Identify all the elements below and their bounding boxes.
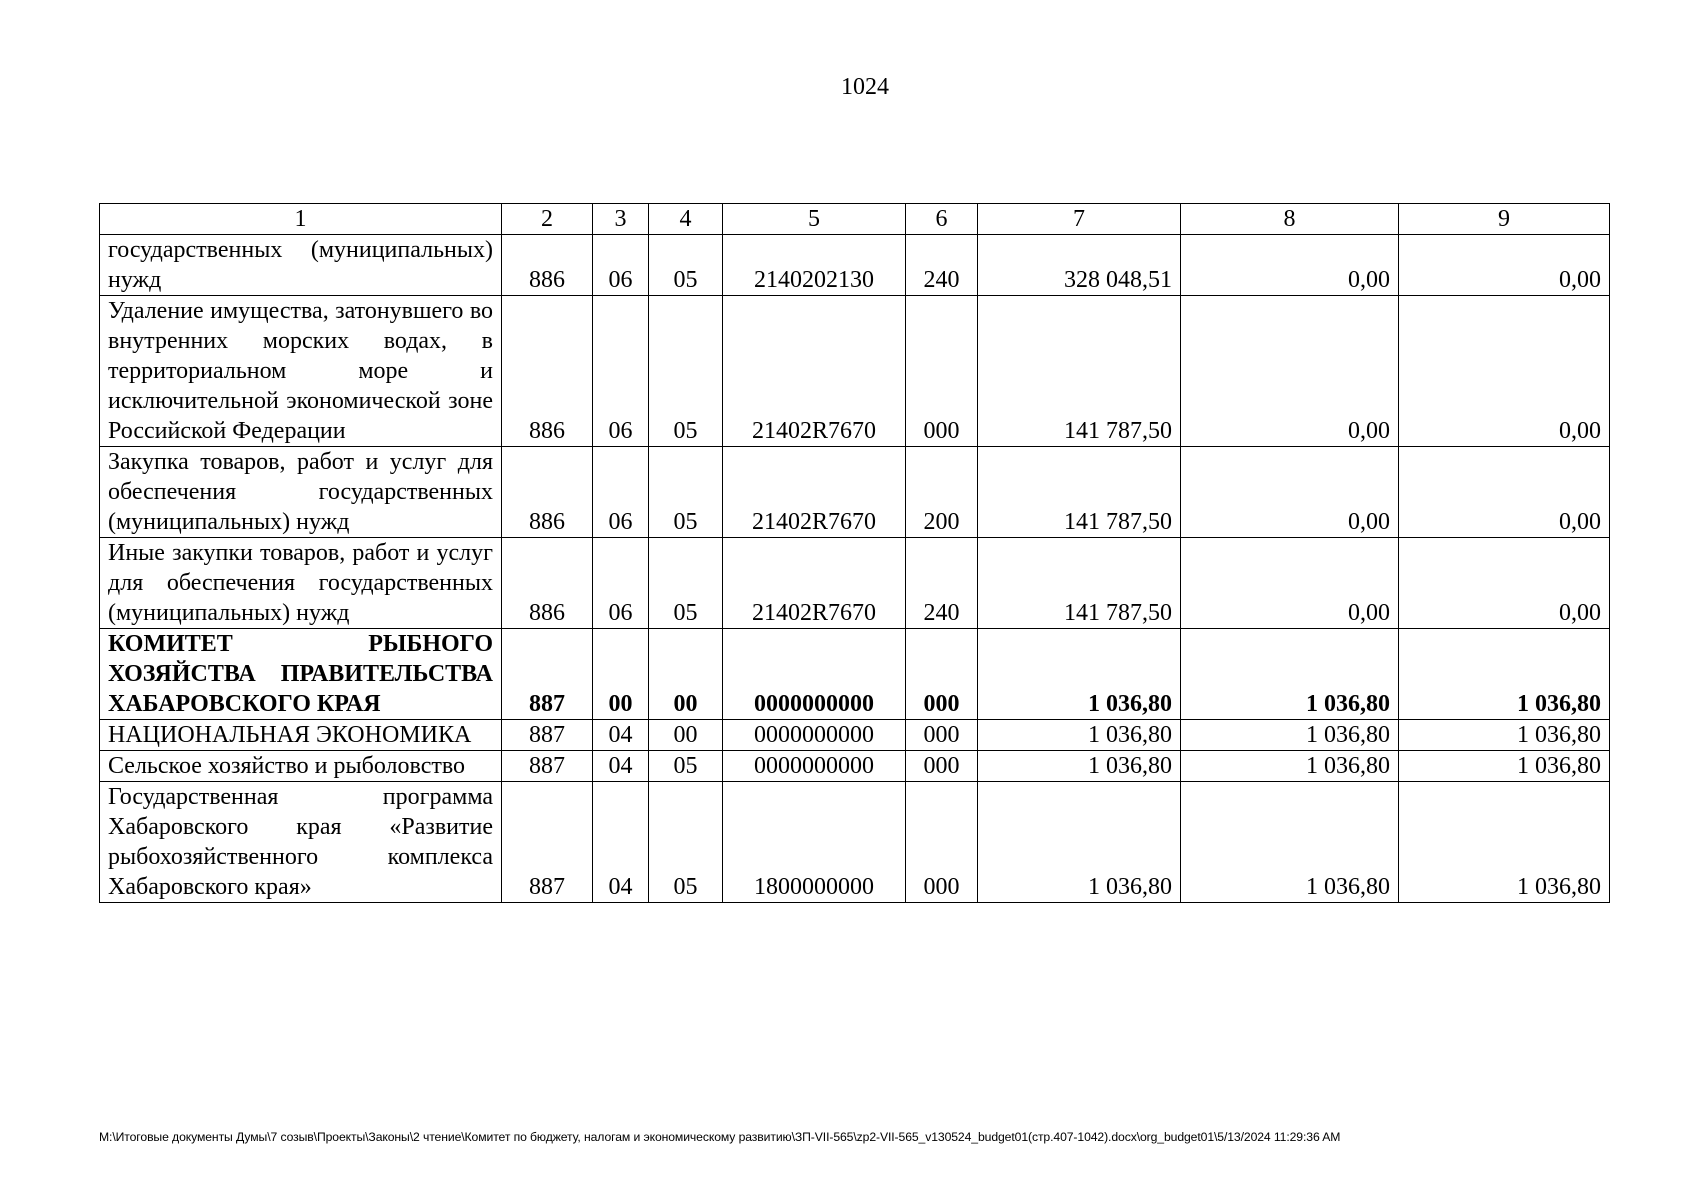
expense-type-cell: 000 bbox=[906, 629, 978, 720]
expense-type-cell: 000 bbox=[906, 720, 978, 751]
subsection-cell: 05 bbox=[649, 538, 723, 629]
admin-code-cell: 886 bbox=[502, 235, 593, 296]
table-row bbox=[100, 538, 1610, 629]
admin-code-cell: 886 bbox=[502, 447, 593, 538]
target-article-cell: 0000000000 bbox=[723, 720, 906, 751]
admin-code-cell: 887 bbox=[502, 720, 593, 751]
amount-cell-9: 1 036,80 bbox=[1399, 751, 1610, 782]
amount-cell-8: 0,00 bbox=[1181, 296, 1399, 447]
row-name-cell: НАЦИОНАЛЬНАЯ ЭКОНОМИКА bbox=[100, 720, 502, 751]
target-article-cell: 21402R7670 bbox=[723, 447, 906, 538]
subsection-cell: 05 bbox=[649, 235, 723, 296]
section-cell: 04 bbox=[593, 751, 649, 782]
amount-cell-7: 1 036,80 bbox=[978, 629, 1181, 720]
subsection-cell: 05 bbox=[649, 296, 723, 447]
target-article-cell: 0000000000 bbox=[723, 629, 906, 720]
expense-type-cell: 000 bbox=[906, 296, 978, 447]
subsection-cell: 05 bbox=[649, 751, 723, 782]
amount-cell-8: 1 036,80 bbox=[1181, 751, 1399, 782]
admin-code-cell: 886 bbox=[502, 538, 593, 629]
admin-code-cell: 887 bbox=[502, 629, 593, 720]
expense-type-cell: 200 bbox=[906, 447, 978, 538]
amount-cell-9: 1 036,80 bbox=[1399, 629, 1610, 720]
expense-type-cell: 000 bbox=[906, 751, 978, 782]
amount-cell-9: 0,00 bbox=[1399, 296, 1610, 447]
subsection-cell: 00 bbox=[649, 629, 723, 720]
table-row bbox=[100, 782, 1610, 903]
expense-type-cell: 000 bbox=[906, 782, 978, 903]
budget-table bbox=[99, 203, 1610, 903]
amount-cell-7: 1 036,80 bbox=[978, 782, 1181, 903]
target-article-cell: 2140202130 bbox=[723, 235, 906, 296]
row-name-cell: Закупка товаров, работ и услуг для обеспечения государственных (муниципальных) нужд bbox=[100, 447, 502, 538]
row-name-cell: Сельское хозяйство и рыболовство bbox=[100, 751, 502, 782]
table-header-row bbox=[100, 204, 1610, 235]
subsection-cell: 05 bbox=[649, 447, 723, 538]
amount-cell-9: 0,00 bbox=[1399, 447, 1610, 538]
column-header-4: 4 bbox=[649, 204, 723, 235]
amount-cell-8: 0,00 bbox=[1181, 235, 1399, 296]
target-article-cell: 21402R7670 bbox=[723, 296, 906, 447]
column-header-7: 7 bbox=[978, 204, 1181, 235]
document-file-path: M:\Итоговые документы Думы\7 созыв\Проекты\Законы\2 чтение\Комитет по бюджету, налогам и экономическому развитию\ЗП-VII-565\zp2-VII-565_v130524_budget01(стр.407-1042).docx\org_budget01\5/13/2024 11:29:36 AM bbox=[99, 1130, 1341, 1144]
expense-type-cell: 240 bbox=[906, 538, 978, 629]
amount-cell-7: 1 036,80 bbox=[978, 751, 1181, 782]
column-header-2: 2 bbox=[502, 204, 593, 235]
amount-cell-9: 1 036,80 bbox=[1399, 782, 1610, 903]
section-cell: 06 bbox=[593, 235, 649, 296]
section-cell: 06 bbox=[593, 538, 649, 629]
amount-cell-7: 141 787,50 bbox=[978, 538, 1181, 629]
target-article-cell: 1800000000 bbox=[723, 782, 906, 903]
admin-code-cell: 886 bbox=[502, 296, 593, 447]
admin-code-cell: 887 bbox=[502, 782, 593, 903]
amount-cell-9: 0,00 bbox=[1399, 538, 1610, 629]
table-row bbox=[100, 720, 1610, 751]
column-header-6: 6 bbox=[906, 204, 978, 235]
table-row bbox=[100, 447, 1610, 538]
amount-cell-8: 0,00 bbox=[1181, 447, 1399, 538]
expense-type-cell: 240 bbox=[906, 235, 978, 296]
table-row bbox=[100, 751, 1610, 782]
section-cell: 00 bbox=[593, 629, 649, 720]
amount-cell-9: 0,00 bbox=[1399, 235, 1610, 296]
amount-cell-9: 1 036,80 bbox=[1399, 720, 1610, 751]
column-header-8: 8 bbox=[1181, 204, 1399, 235]
row-name-cell: государственных (муниципальных) нужд bbox=[100, 235, 502, 296]
section-cell: 04 bbox=[593, 720, 649, 751]
amount-cell-8: 1 036,80 bbox=[1181, 720, 1399, 751]
target-article-cell: 0000000000 bbox=[723, 751, 906, 782]
column-header-1: 1 bbox=[100, 204, 502, 235]
column-header-9: 9 bbox=[1399, 204, 1610, 235]
page-number: 1024 bbox=[841, 74, 889, 100]
amount-cell-8: 1 036,80 bbox=[1181, 629, 1399, 720]
row-name-cell: Удаление имущества, затонувшего во внутренних морских водах, в территориальном море и исключительной экономической зоне Российской Федерации bbox=[100, 296, 502, 447]
row-name-cell: Государственная программа Хабаровского края «Развитие рыбохозяйственного комплекса Хабаровского края» bbox=[100, 782, 502, 903]
row-name-cell: КОМИТЕТ РЫБНОГО ХОЗЯЙСТВА ПРАВИТЕЛЬСТВА ХАБАРОВСКОГО КРАЯ bbox=[100, 629, 502, 720]
column-header-3: 3 bbox=[593, 204, 649, 235]
section-cell: 06 bbox=[593, 447, 649, 538]
table-row bbox=[100, 235, 1610, 296]
target-article-cell: 21402R7670 bbox=[723, 538, 906, 629]
amount-cell-7: 328 048,51 bbox=[978, 235, 1181, 296]
table-row-total bbox=[100, 629, 1610, 720]
row-name-cell: Иные закупки товаров, работ и услуг для обеспечения государственных (муниципальных) нужд bbox=[100, 538, 502, 629]
amount-cell-8: 1 036,80 bbox=[1181, 782, 1399, 903]
column-header-5: 5 bbox=[723, 204, 906, 235]
subsection-cell: 05 bbox=[649, 782, 723, 903]
amount-cell-8: 0,00 bbox=[1181, 538, 1399, 629]
admin-code-cell: 887 bbox=[502, 751, 593, 782]
section-cell: 04 bbox=[593, 782, 649, 903]
amount-cell-7: 141 787,50 bbox=[978, 296, 1181, 447]
amount-cell-7: 1 036,80 bbox=[978, 720, 1181, 751]
section-cell: 06 bbox=[593, 296, 649, 447]
table-row bbox=[100, 296, 1610, 447]
subsection-cell: 00 bbox=[649, 720, 723, 751]
amount-cell-7: 141 787,50 bbox=[978, 447, 1181, 538]
